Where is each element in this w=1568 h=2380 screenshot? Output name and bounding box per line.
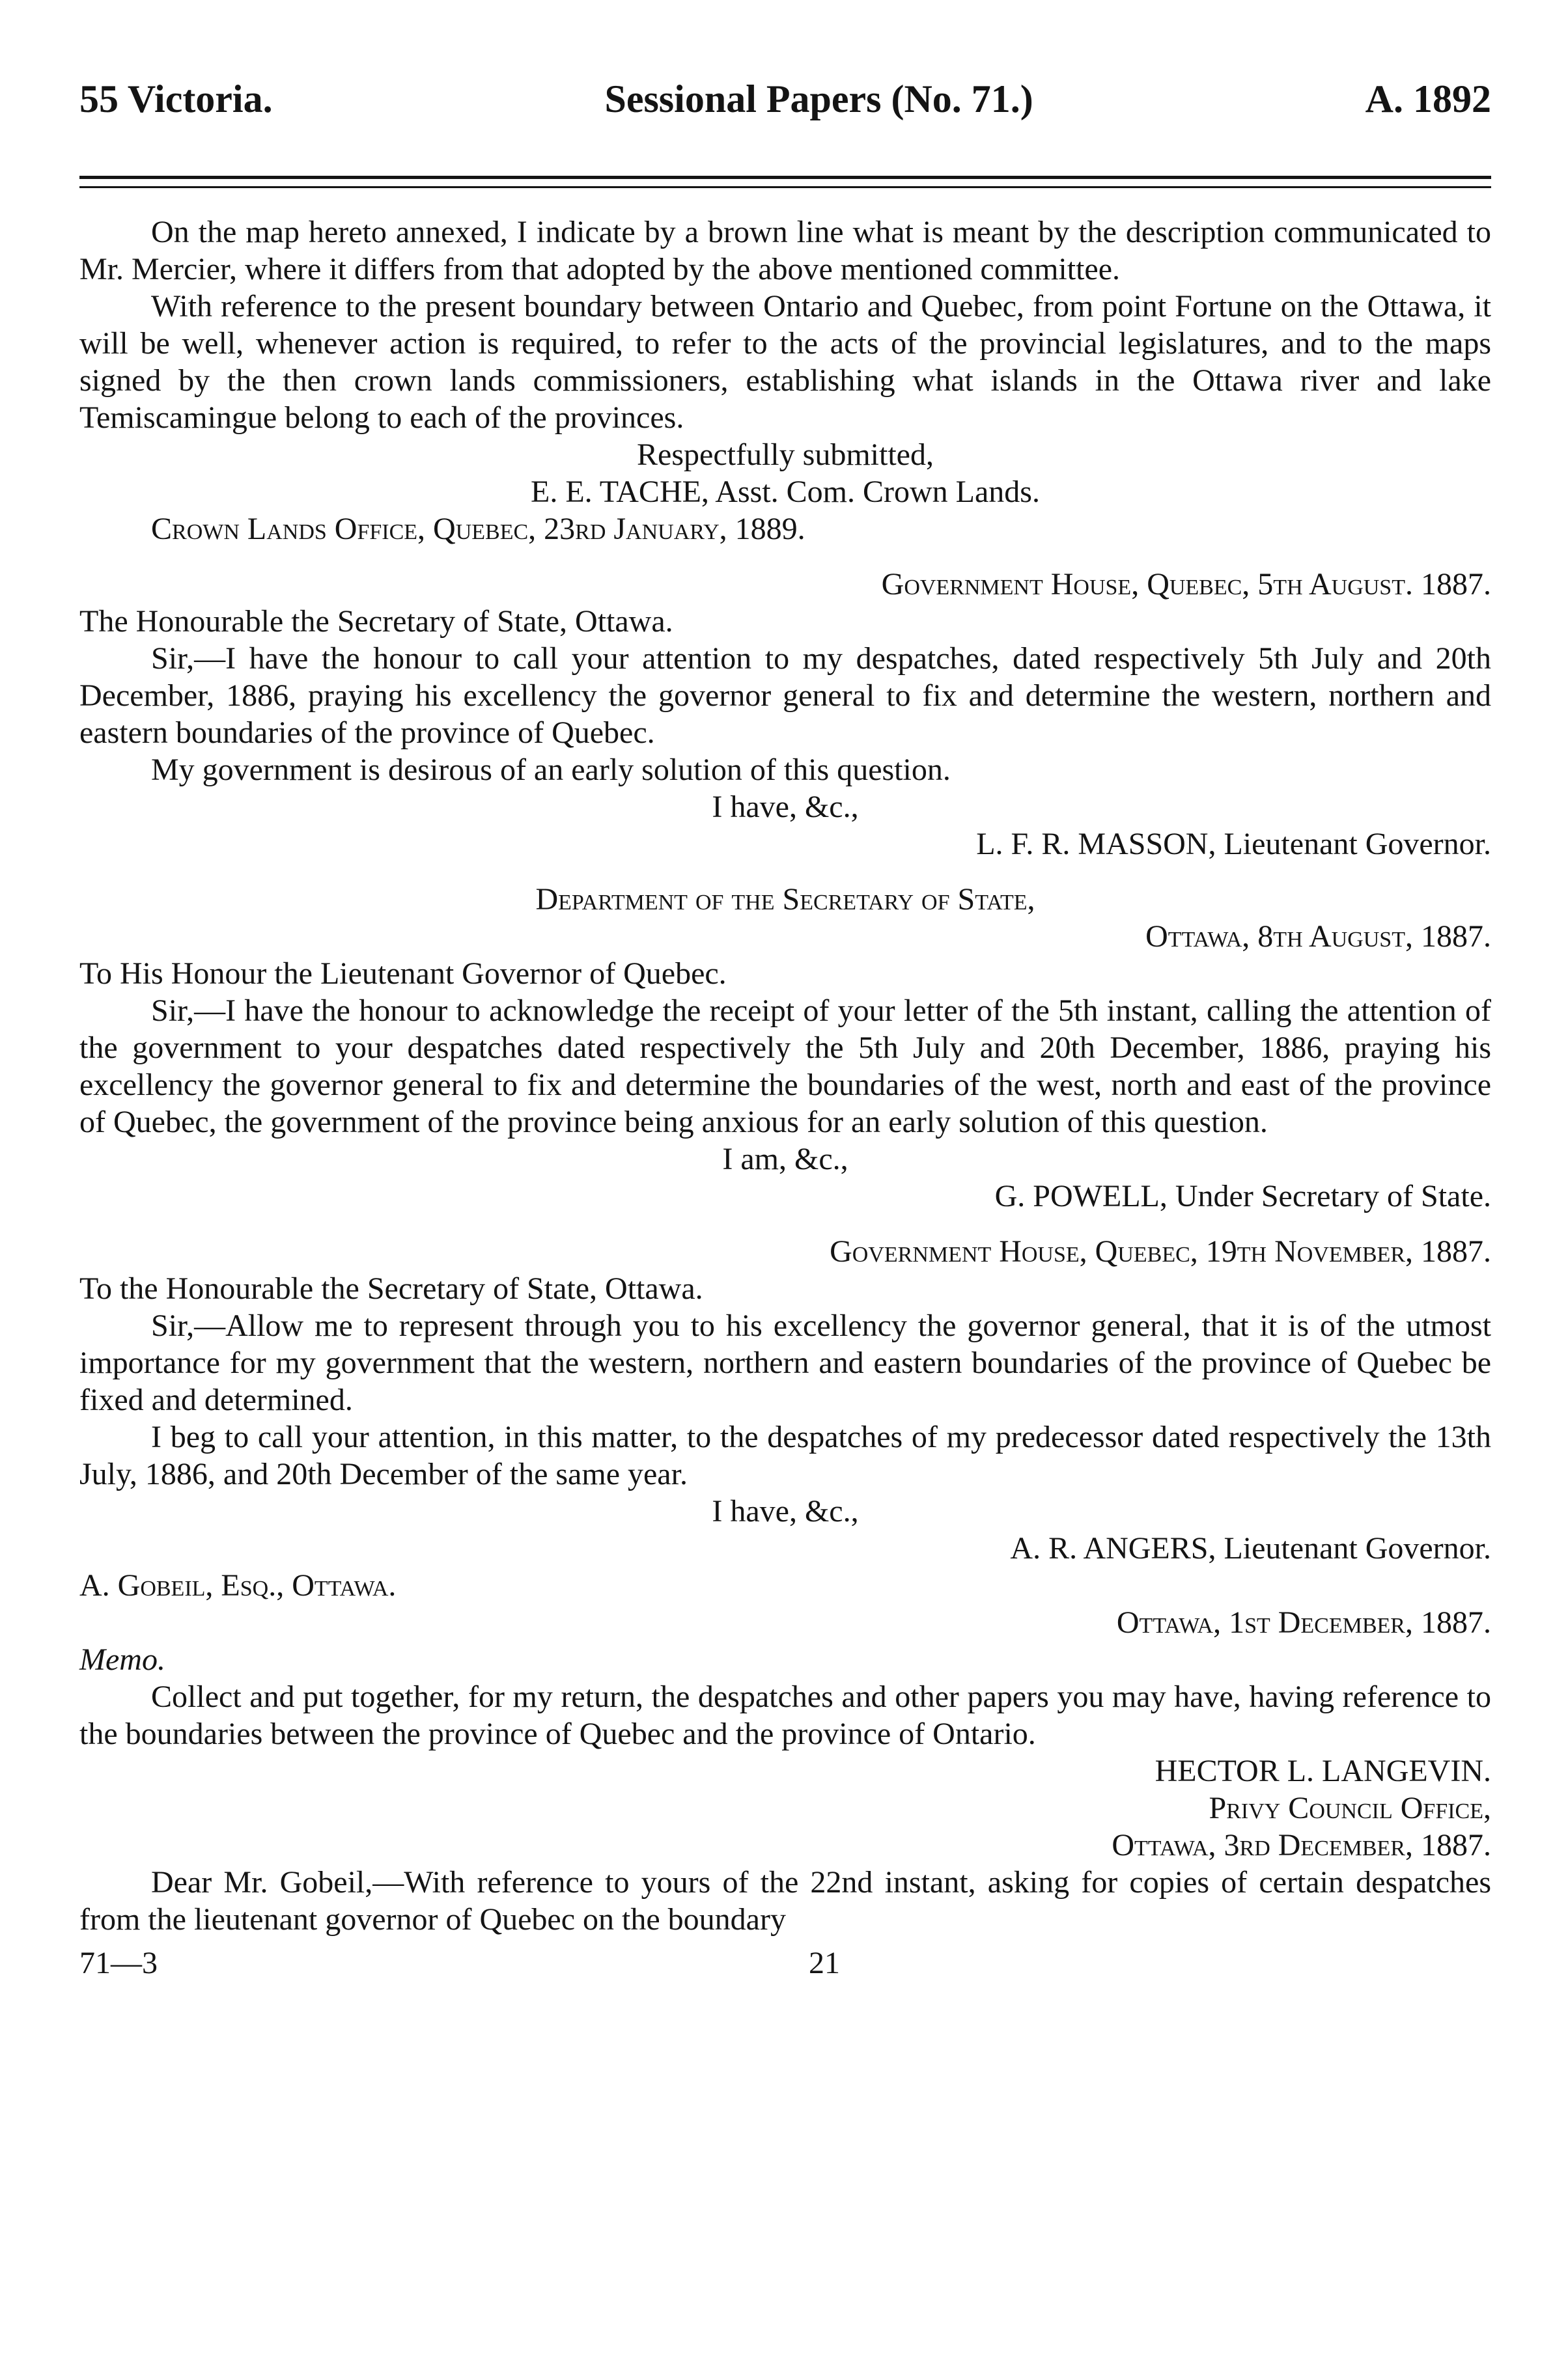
text-block: With reference to the present boundary between Ontario and Quebec, from point Fortune on the Ottawa, it will be well, whenever action is required, to refer to the acts of the provincial legislatures, and to the maps signed by the then crown lands commissioners, establishing what islands in the Ottawa river and lake Temiscamingue belong to each of the provinces.	[79, 289, 1491, 435]
text-block: On the map hereto annexed, I indicate by a brown line what is meant by the description communicated to Mr. Mercier, where it differs from that adopted by the above mentioned committee.	[79, 215, 1491, 286]
text-block: My government is desirous of an early solution of this question.	[151, 753, 951, 787]
text-block: Dear Mr. Gobeil,—With reference to yours of the 22nd instant, asking for copies of certain despatches from the lieutenant governor of Quebec on the boundary	[79, 1865, 1491, 1937]
text-block: A. R. ANGERS, Lieutenant Governor.	[1010, 1531, 1491, 1566]
text-block: Sir,—I have the honour to call your attention to my despatches, dated respectively 5th July and 20th December, 1886, praying his excellency the governor general to fix and determine the western, northern and eastern boundaries of the province of Quebec.	[79, 641, 1491, 750]
page-footer	[79, 1944, 1491, 1982]
header-year: A. 1892	[1365, 77, 1491, 120]
text-block: Ottawa, 3rd December, 1887.	[1112, 1828, 1491, 1862]
header-regnal-year: 55 Victoria.	[79, 77, 273, 120]
text-blocks	[79, 214, 1491, 1938]
text-block: I am, &c.,	[722, 1142, 848, 1176]
text-block: HECTOR L. LANGEVIN.	[1155, 1754, 1491, 1788]
text-block: G. POWELL, Under Secretary of State.	[994, 1179, 1491, 1213]
page-number: 21	[809, 1946, 840, 1980]
text-block: Collect and put together, for my return, the despatches and other papers you may have, having reference to the boundaries between the province of Quebec and the province of Ontario.	[79, 1680, 1491, 1751]
text-block: I have, &c.,	[712, 1494, 859, 1529]
signature-mark: 71—3	[79, 1946, 158, 1980]
text-block: Ottawa, 1st December, 1887.	[1116, 1605, 1491, 1640]
text-block: To the Honourable the Secretary of State, Ottawa.	[79, 1271, 703, 1306]
text-block: E. E. TACHE, Asst. Com. Crown Lands.	[531, 475, 1040, 509]
running-header	[79, 77, 1491, 122]
header-rule-thick	[79, 176, 1491, 179]
text-block: Respectfully submitted,	[637, 437, 934, 472]
text-block: Crown Lands Office, Quebec, 23rd January, 1889.	[151, 512, 805, 546]
text-block: L. F. R. MASSON, Lieutenant Governor.	[976, 827, 1491, 861]
document-body	[79, 214, 1491, 1982]
header-rule-thin	[79, 186, 1491, 188]
block-spacer	[79, 863, 1491, 881]
text-block: I have, &c.,	[712, 790, 859, 824]
text-block: Government House, Quebec, 19th November, 1887.	[830, 1234, 1491, 1269]
text-block: Sir,—Allow me to represent through you to his excellency the governor general, that it is of the utmost importance for my government that the western, northern and eastern boundaries of the province of Quebec be fixed and determined.	[79, 1308, 1491, 1417]
header-series-title: Sessional Papers (No. 71.)	[604, 77, 1033, 120]
text-block: Sir,—I have the honour to acknowledge the receipt of your letter of the 5th instant, calling the attention of the government to your despatches dated respectively the 5th July and 20th December, 1886, praying his excellency the governor general to fix and determine the boundaries of the west, north and east of the province of Quebec, the government of the province being anxious for an early solution of this question.	[79, 993, 1491, 1139]
text-block: Memo.	[79, 1642, 165, 1677]
text-block: Privy Council Office,	[1209, 1791, 1491, 1825]
text-block: A. Gobeil, Esq., Ottawa.	[79, 1568, 397, 1603]
text-block: Ottawa, 8th August, 1887.	[1145, 919, 1491, 954]
block-spacer	[79, 547, 1491, 566]
block-spacer	[79, 1215, 1491, 1233]
text-block: Government House, Quebec, 5th August. 1887.	[881, 567, 1491, 602]
text-block: The Honourable the Secretary of State, Ottawa.	[79, 604, 673, 639]
text-block: To His Honour the Lieutenant Governor of Quebec.	[79, 956, 727, 991]
text-block: Department of the Secretary of State,	[535, 882, 1035, 917]
text-block: I beg to call your attention, in this matter, to the despatches of my predecessor dated respectively the 13th July, 1886, and 20th December of the same year.	[79, 1420, 1491, 1491]
